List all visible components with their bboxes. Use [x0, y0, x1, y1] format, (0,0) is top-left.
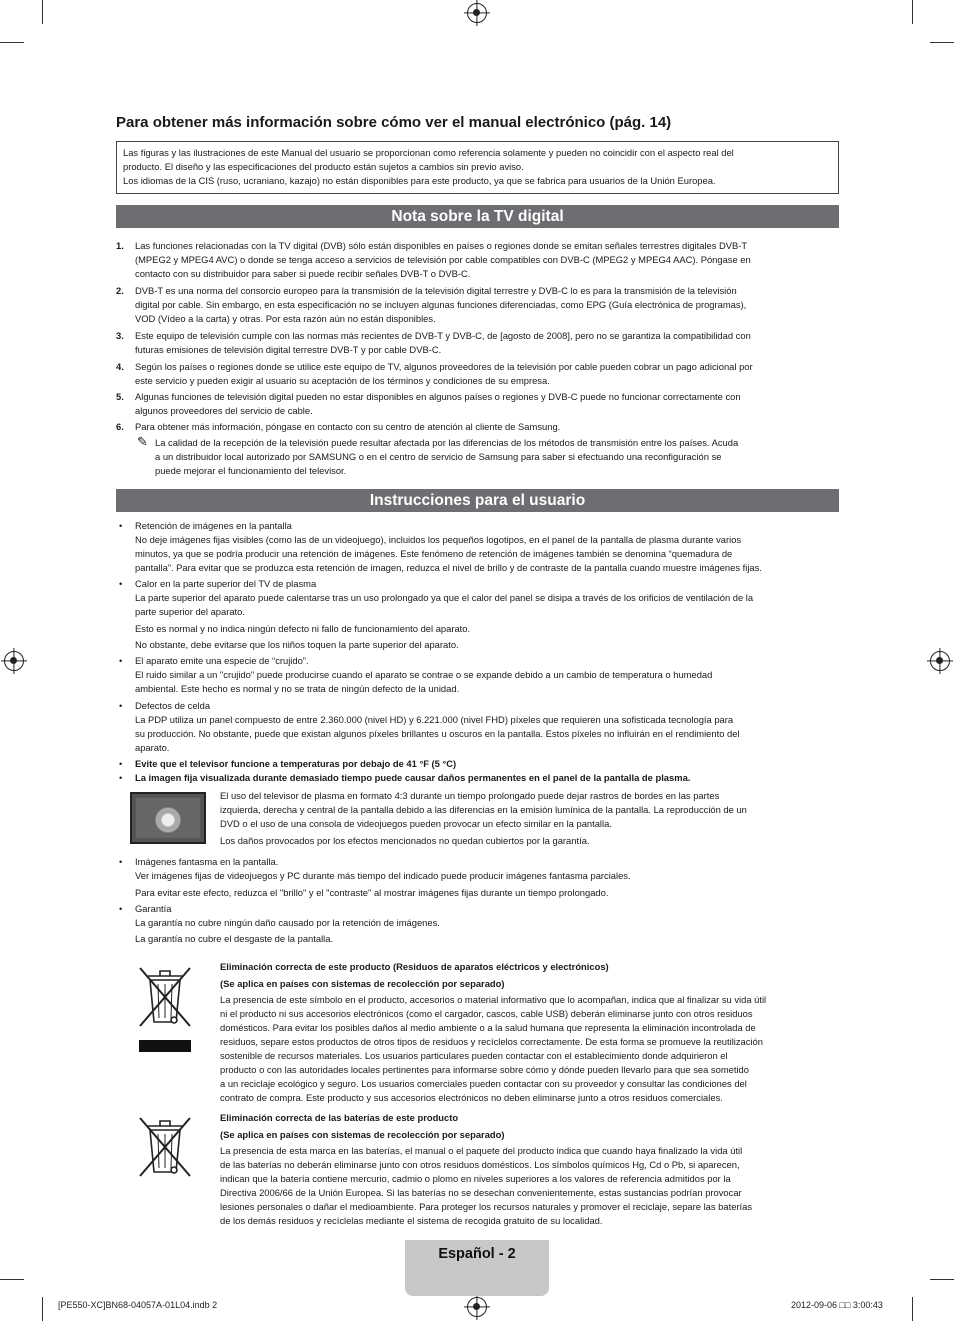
bullet-title: La imagen fija visualizada durante demasiado tiempo puede causar daños permanentes en el panel de la pantalla de plasma. — [135, 772, 691, 783]
black-bar — [139, 1040, 191, 1052]
registration-mark-icon — [930, 651, 950, 671]
file-slug: [PE550-XC]BN68-04057A-01L04.indb 2 — [58, 1300, 218, 1310]
bullet: • — [119, 772, 123, 783]
bullet: • — [119, 520, 123, 531]
crop-mark — [42, 1297, 43, 1321]
list-number: 2. — [116, 285, 124, 296]
disposal-text: La presencia de esta marca en las baterías, el manual o el paquete del producto indica que cuando haya finalizado la vida útil de las baterías no deberán eliminarse junto con otros residuos domésticos. Los símbolos químicos Hg, Cd o Pb, si aparecen, indican que la batería contiene mercurio, cadmio o plomo en niveles superiores a los valores de referencia admitidos por la Directiva 2006/66 de la Unión Europea. Si las baterías no se desechan convenientemente, estas sustancias podrían provocar lesiones personales o dañar el medioambiente. Para proteger los recursos naturales y promover el reciclaje, separe las baterías de los demás residuos y recíclelas mediante el sistema de recogida gratuito de su localidad. — [220, 1145, 753, 1226]
notice-line: Las figuras y las ilustraciones de este Manual del usuario se proporcionan como referencia solamente y pueden no coincidir con el aspecto real del — [123, 147, 734, 158]
bullet-paragraph: La garantía no cubre ningún daño causado por la retención de imágenes. — [135, 917, 440, 928]
bullet-title: Imágenes fantasma en la pantalla. — [135, 856, 279, 867]
bullet: • — [119, 758, 123, 769]
list-number: 1. — [116, 240, 124, 251]
bullet-title: Garantía — [135, 903, 172, 914]
bullet: • — [119, 903, 123, 914]
bullet: • — [119, 856, 123, 867]
disposal-text: La presencia de este símbolo en el producto, accesorios o material informativo que lo acompañan, indica que al finalizar su vida útil ni el producto ni sus accesorios electrónicos (como el cargador, cascos, cable USB) deberán eliminarse junto con otros residuos domésticos. Para evitar los posibles daños al medio ambiente o a la salud humana que representa la eliminación incontrolada de residuos, separe estos productos de otros tipos de residuos y recíclelos correctamente. De esta forma se promueve la reutilización sostenible de recursos materiales. Los usuarios particulares pueden contactar con el establecimiento donde adquirieron el producto o con las autoridades locales pertinentes para informarse sobre cómo y dónde pueden llevarlo para que sea sometido a un reciclaje ecológico y seguro. Los usuarios comerciales pueden contactar con su proveedor y consultar las condiciones del contrato de compra. Este producto y sus accesorios electrónicos no deben eliminarse junto a otros residuos comerciales. — [220, 994, 767, 1103]
bullet-paragraph: Ver imágenes fijas de videojuegos y PC durante más tiempo del indicado puede producir imágenes fantasma parciales. — [135, 870, 631, 881]
registration-mark-icon — [467, 1297, 487, 1317]
list-number: 6. — [116, 421, 124, 432]
section-heading-digital-tv: Nota sobre la TV digital — [116, 205, 839, 228]
crop-mark — [930, 1279, 954, 1280]
crop-mark — [0, 1279, 24, 1280]
bullet-paragraph: Para evitar este efecto, reduzca el "brillo" y el "contraste" al mostrar imágenes fijas durante un tiempo prolongado. — [135, 887, 609, 898]
bullet-body: La PDP utiliza un panel compuesto de entre 2.360.000 (nivel HD) y 6.221.000 (nivel FHD) píxeles que requieren una sofisticada tecnología para su producción. No obstante, puede que existan algunos píxeles brillantes u oscuros en la pantalla. Estos píxeles no influirán en el rendimiento del aparato. — [135, 714, 740, 753]
notice-line: producto. El diseño y las especificaciones del producto están sujetos a cambios sin previo aviso. — [123, 161, 524, 172]
crop-mark — [912, 1297, 913, 1321]
list-number: 3. — [116, 330, 124, 341]
list-number: 5. — [116, 391, 124, 402]
bullet-body: El ruido similar a un "crujido" puede producirse cuando el aparato se contrae o se expande debido a un cambio de temperatura o humedad ambiental. Este hecho es normal y no se trata de ningún defecto de la unidad. — [135, 669, 713, 694]
list-number: 4. — [116, 361, 124, 372]
bullet-title: El aparato emite una especie de “crujido”. — [135, 655, 309, 666]
disposal-title: Eliminación correcta de este producto (Residuos de aparatos eléctricos y electrónicos) — [220, 961, 609, 972]
crop-mark — [42, 0, 43, 24]
list-item: Este equipo de televisión cumple con las normas más recientes de DVB-T y DVB-C, de [agosto de 2008], pero no se garantiza la compatibilidad con futuras emisiones de televisión digital terrestre DVB-T y por cable DVB-C. — [135, 330, 751, 355]
list-item: Algunas funciones de televisión digital pueden no estar disponibles en algunos países o regiones y DVB-C puede no funcionar correctamente con algunos proveedores del servicio de cable. — [135, 391, 741, 416]
bullet-title: Calor en la parte superior del TV de plasma — [135, 578, 317, 589]
bullet: • — [119, 700, 123, 711]
notice-box — [116, 141, 839, 194]
bullet-title: Defectos de celda — [135, 700, 211, 711]
bullet-body: No deje imágenes fijas visibles (como las de un videojuego), incluidos los pequeños logotipos, en el panel de la pantalla de plasma durante varios minutos, ya que se podría producir una retención de imágenes. Este fenómeno de retención de imágenes también se denomina “quemadura de pantalla”. Para evitar que se produzca esta retención de imagen, reduzca el nivel de brillo y de contraste de la pantalla cuando muestre imágenes fijas. — [135, 534, 762, 573]
registration-mark-icon — [4, 651, 24, 671]
list-item: DVB-T es una norma del consorcio europeo para la transmisión de la televisión digital terrestre y DVB-C lo es para la transmisión de la televisión digital por cable. Sin embargo, en esta especificación no se incluyen algunas funciones diferenciadas, como EPG (Guía electrónica de programas), VOD (Vídeo a la carta) y otras. Por esta razón aún no están disponibles. — [135, 285, 747, 324]
note-text: La calidad de la recepción de la televisión puede resultar afectada por las diferencias de los métodos de transmisión entre los países. Acuda a un distribuidor local autorizado por SAMSUNG o en el centro de servicio de Samsung para saber si efectuando una reconfiguración se puede mejorar el funcionamiento del televisor. — [155, 437, 739, 476]
bullet-body: El uso del televisor de plasma en formato 4:3 durante un tiempo prolongado puede dejar rastros de bordes en las partes izquierda, derecha y central de la pantalla debido a las diferencias en la emisión lumínica de la pantalla. La reproducción de un DVD o el uso de una consola de videojuegos pueden provocar un efecto similar en la pantalla. — [220, 790, 747, 829]
notice-line: Los idiomas de la CIS (ruso, ucraniano, kazajo) no están disponibles para este producto, ya que se fabrica para usuarios de la Unión Europea. — [123, 175, 716, 186]
note-icon: ✎ — [137, 434, 148, 449]
section-heading-user-instructions: Instrucciones para el usuario — [116, 489, 839, 512]
plasma-screen-image — [130, 792, 206, 844]
disposal-subtitle: (Se aplica en países con sistemas de recolección por separado) — [220, 1129, 505, 1140]
page-title: Para obtener más información sobre cómo ver el manual electrónico (pág. 14) — [116, 114, 672, 131]
crop-mark — [0, 42, 24, 43]
bullet-paragraph: Esto es normal y no indica ningún defecto ni fallo de funcionamiento del aparato. — [135, 623, 471, 634]
bullet-paragraph: Los daños provocados por los efectos mencionados no quedan cubiertos por la garantía. — [220, 835, 590, 846]
bullet: • — [119, 655, 123, 666]
bullet-title: Retención de imágenes en la pantalla — [135, 520, 292, 531]
battery-bin-icon — [134, 1112, 196, 1180]
page-number: Español - 2 — [438, 1246, 516, 1262]
disposal-subtitle: (Se aplica en países con sistemas de recolección por separado) — [220, 978, 505, 989]
bullet: • — [119, 578, 123, 589]
registration-mark-icon — [467, 3, 487, 23]
list-item: Según los países o regiones donde se utilice este equipo de TV, algunos proveedores de la televisión por cable pueden cobrar un pago adicional por este servicio y pueden exigir al usuario su aceptación de los términos y condiciones de su empresa. — [135, 361, 753, 386]
disposal-title: Eliminación correcta de las baterías de este producto — [220, 1112, 459, 1123]
bullet-paragraph: La garantía no cubre el desgaste de la pantalla. — [135, 933, 334, 944]
list-item: Las funciones relacionadas con la TV digital (DVB) sólo están disponibles en países o regiones donde se emitan señales terrestres digitales DVB-T (MPEG2 y MPEG4 AVC) o donde se tenga acceso a servicios de televisión por cable compatibles con DVB-C (MPEG2 y MPEG4 AAC). Póngase en contacto con su distribuidor para saber si puede recibir señales DVB-T o DVB-C. — [135, 240, 751, 279]
bullet-paragraph: No obstante, debe evitarse que los niños toquen la parte superior del aparato. — [135, 639, 459, 650]
list-item: Para obtener más información, póngase en contacto con su centro de atención al cliente de Samsung. — [135, 421, 561, 432]
date-slug: 2012-09-06 □□ 3:00:43 — [791, 1300, 883, 1310]
crop-mark — [912, 0, 913, 24]
bullet-body: La parte superior del aparato puede calentarse tras un uso prolongado ya que el calor del panel se disipa a través de los orificios de ventilación de la parte superior del aparato. — [135, 592, 754, 617]
bullet-title: Evite que el televisor funcione a temperaturas por debajo de 41 °F (5 °C) — [135, 758, 457, 769]
crossed-bin-icon — [134, 962, 196, 1030]
crop-mark — [930, 42, 954, 43]
